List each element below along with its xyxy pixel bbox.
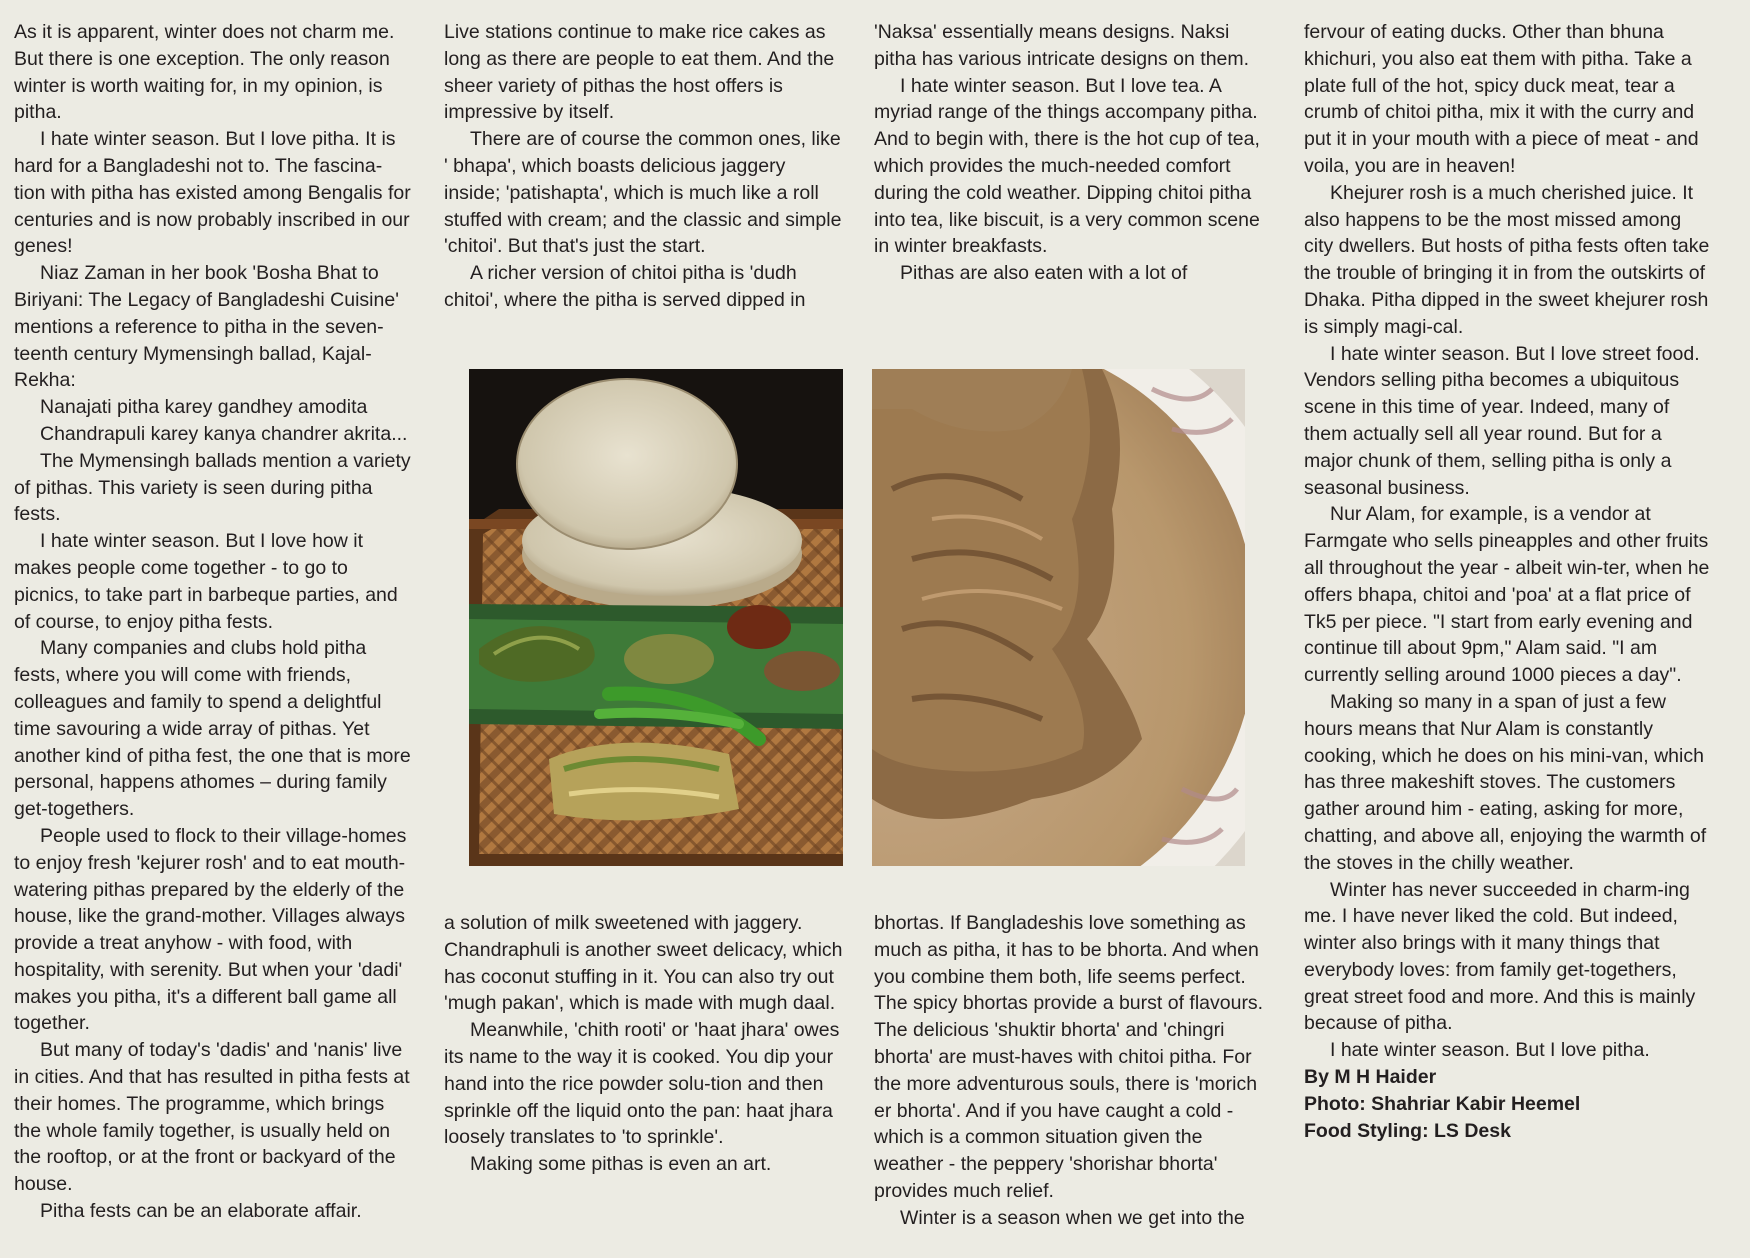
paragraph: Meanwhile, 'chith rooti' or 'haat jhara' owes its name to the way it is cooked. You dip your hand into the rice powder solu-tion and then sprinkle off the liquid onto the pan: haat jhara loosely translates to 'to sprinkle'. xyxy=(444,1019,840,1149)
paragraph: Niaz Zaman in her book 'Bosha Bhat to Biriyani: The Legacy of Bangladeshi Cuisine' mentions a reference to pitha in the seven-teenth century Mymensingh ballad, Kajal-Rekha: xyxy=(14,262,399,392)
ballad-line: Nanajati pitha karey gandhey amodita xyxy=(40,396,368,419)
article-column-2-top xyxy=(444,19,844,314)
paragraph: Making so many in a span of just a few hours means that Nur Alam is constantly cooking, which he does on his mini-van, which has three makeshift stoves. The customers gather around him - eating, asking for more, chatting, and above all, enjoying the warmth of the stoves in the chilly weather. xyxy=(1304,690,1707,874)
paragraph: I hate winter season. But I love street food. Vendors selling pitha becomes a ubiquitous scene in this time of year. Indeed, many of them actually sell all year round. But for a major chunk of them, selling pitha is only a seasonal business. xyxy=(1304,342,1700,499)
ballad-line: Chandrapuli karey kanya chandrer akrita... xyxy=(40,422,408,445)
paragraph: Live stations continue to make rice cakes as long as there are people to eat them. And the sheer variety of pithas the host offers is impressive by itself. xyxy=(444,21,835,124)
paragraph: Winter has never succeeded in charm-ing me. I have never liked the cold. But indeed, winter also brings with it many things that everybody loves: from family get-togethers, great street food and more. And this is mainly because of pitha. xyxy=(1304,878,1696,1035)
paragraph: 'Naksa' essentially means designs. Naksi pitha has various intricate designs on them. xyxy=(874,21,1250,70)
paragraph: Pithas are also eaten with a lot of xyxy=(900,262,1188,285)
paragraph: I hate winter season. But I love pitha. It is hard for a Bangladeshi not to. The fascina-tion with pitha has existed among Bengalis for centuries and is now probably inscribed in our genes! xyxy=(14,128,411,258)
article-column-1 xyxy=(14,19,412,1225)
paragraph: Nur Alam, for example, is a vendor at Farmgate who sells pineapples and other fruits all throughout the year - albeit win-ter, when he offers bhapa, chitoi and 'poa' at a flat price of Tk5 per piece. "I start from early evening and continue till about 9pm," Alam said. "I am currently selling around 1000 pieces a day". xyxy=(1304,503,1710,687)
paragraph: I hate winter season. But I love tea. A myriad range of the things accompany pitha. And to begin with, there is the hot cup of tea, which provides the much-needed comfort during the cold weather. Dipping chitoi pitha into tea, like biscuit, is a very common scene in winter breakfasts. xyxy=(874,74,1260,258)
paragraph: There are of course the common ones, like ' bhapa', which boasts delicious jaggery inside; 'patishapta', which is much like a roll stuffed with cream; and the classic and simple 'chitoi'. But that's just the start. xyxy=(444,128,842,258)
paragraph: But many of today's 'dadis' and 'nanis' live in cities. And that has resulted in pitha fests at their homes. The programme, which brings the whole family together, is usually held on the rooftop, or at the front or backyard of the house. xyxy=(14,1039,410,1196)
paragraph: Khejurer rosh is a much cherished juice. It also happens to be the most missed among city dwellers. But hosts of pitha fests often take the trouble of bringing it in from the outskirts of Dhaka. Pitha dipped in the sweet khejurer rosh is simply magi-cal. xyxy=(1304,181,1710,338)
paragraph: I hate winter season. But I love how it makes people come together - to go to picnics, to take part in barbeque parties, and of course, to enjoy pitha fests. xyxy=(14,530,398,633)
food-styling-credit: Food Styling: LS Desk xyxy=(1304,1119,1511,1142)
paragraph: I hate winter season. But I love pitha. xyxy=(1330,1039,1650,1062)
article-column-3-top xyxy=(874,19,1274,287)
paragraph: Making some pithas is even an art. xyxy=(470,1153,772,1176)
pitha-platter-photo xyxy=(469,369,843,866)
paragraph: People used to flock to their village-homes to enjoy fresh 'kejurer rosh' and to eat mouth-watering pithas prepared by the elderly of the house, like the grand-mother. Villages always provide a treat anyhow - with food, with hospitality, with serenity. But when your 'dadi' makes you pitha, it's a different ball game all together. xyxy=(14,824,407,1035)
paragraph: As it is apparent, winter does not charm me. But there is one exception. The only reason winter is worth waiting for, in my opinion, is pitha. xyxy=(14,21,395,124)
paragraph: bhortas. If Bangladeshis love something as much as pitha, it has to be bhorta. And when you combine them both, life seems perfect. The spicy bhortas provide a burst of flavours. The delicious 'shuktir bhorta' and 'chingri bhorta' are must-haves with chitoi pitha. For the more adventurous souls, there is 'morich er bhorta'. And if you have caught a cold - which is a common situation given the weather - the peppery 'shorishar bhorta' provides much relief. xyxy=(874,912,1264,1202)
article-column-3-bottom xyxy=(874,910,1274,1232)
paragraph: Winter is a season when we get into the xyxy=(900,1206,1245,1229)
paragraph: a solution of milk sweetened with jaggery. Chandraphuli is another sweet delicacy, which has coconut stuffing in it. You can also try out 'mugh pakan', which is made with mugh daal. xyxy=(444,912,843,1015)
paragraph: The Mymensingh ballads mention a variety of pithas. This variety is seen during pitha fests. xyxy=(14,449,411,526)
paragraph: A richer version of chitoi pitha is 'dudh chitoi', where the pitha is served dipped in xyxy=(444,262,806,311)
article-column-2-bottom xyxy=(444,910,844,1178)
article-column-4 xyxy=(1304,19,1712,1144)
paragraph: Many companies and clubs hold pitha fests, where you will come with friends, colleagues and family to spend a delightful time savouring a wide array of pithas. Yet another kind of pitha fest, the one that is more personal, happens athomes – during family get-togethers. xyxy=(14,637,411,821)
pitha-in-sauce-photo xyxy=(872,369,1245,866)
paragraph: Pitha fests can be an elaborate affair. xyxy=(40,1200,362,1223)
paragraph: fervour of eating ducks. Other than bhuna khichuri, you also eat them with pitha. Take a plate full of the hot, spicy duck meat, tear a crumb of chitoi pitha, mix it with the curry and put it in your mouth with a piece of meat - and voila, you are in heaven! xyxy=(1304,21,1699,177)
photo-credit: Photo: Shahriar Kabir Heemel xyxy=(1304,1092,1581,1115)
author-credit: By M H Haider xyxy=(1304,1066,1437,1089)
